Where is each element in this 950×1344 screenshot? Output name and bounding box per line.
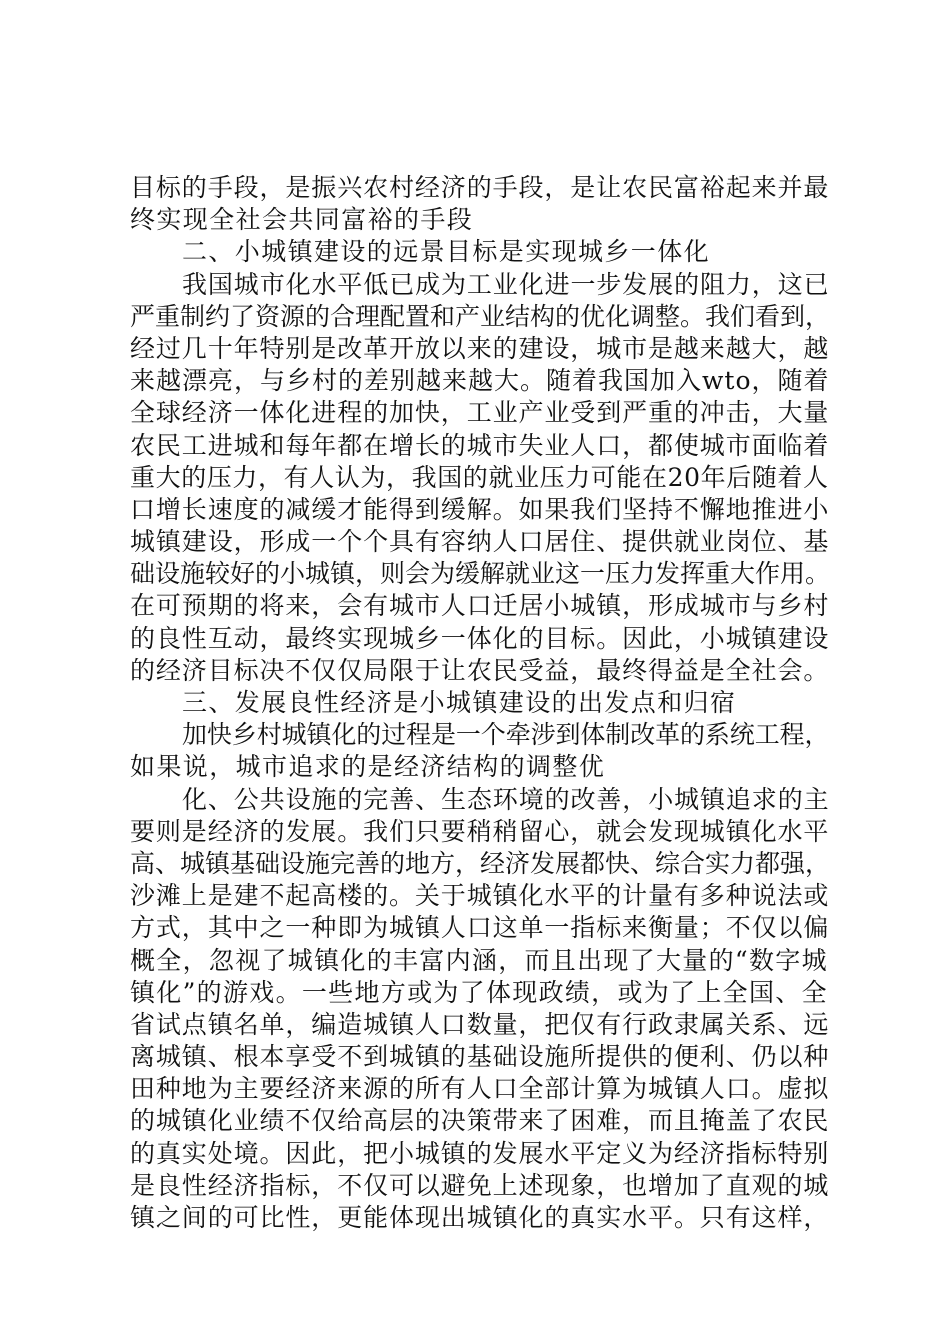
text-line: 目标的手段，是振兴农村经济的手段，是让农民富裕起来并最 xyxy=(130,173,830,202)
text-line: 镇化”的游戏。一些地方或为了体现政绩，或为了上全国、全 xyxy=(130,977,828,1007)
text-line: 经过几十年特别是改革开放以来的建设，城市是越来越大，越 xyxy=(130,333,830,363)
text-line: 础设施较好的小城镇，则会为缓解就业这一压力发挥重大作用。 xyxy=(130,559,831,589)
text-line: 如果说，城市追求的是经济结构的调整优 xyxy=(130,752,606,782)
text-line: 的良性互动，最终实现城乡一体化的目标。因此，小城镇建设 xyxy=(130,623,830,653)
text-line: 口增长速度的减缓才能得到缓解。如果我们坚持不懈地推进小 xyxy=(130,494,830,524)
paragraph-start: 化、公共设施的完善、生态环境的改善，小城镇追求的主 xyxy=(182,784,830,814)
text-line: 概全，忽视了城镇化的丰富内涵，而且出现了大量的“数字城 xyxy=(130,945,828,975)
text-line: 严重制约了资源的合理配置和产业结构的优化调整。我们看到， xyxy=(130,301,831,331)
text-line: 省试点镇名单，编造城镇人口数量，把仅有行政隶属关系、远 xyxy=(130,1009,830,1039)
text-line: 田种地为主要经济来源的所有人口全部计算为城镇人口。虚拟 xyxy=(130,1074,830,1104)
text-line: 的城镇化业绩不仅给高层的决策带来了困难，而且掩盖了农民 xyxy=(130,1106,830,1136)
text-line: 方式，其中之一种即为城镇人口这单一指标来衡量；不仅以偏 xyxy=(130,913,830,943)
text-line: 离城镇、根本享受不到城镇的基础设施所提供的便利、仍以种 xyxy=(130,1042,830,1072)
text-line: 是良性经济指标，不仅可以避免上述现象，也增加了直观的城 xyxy=(130,1170,830,1200)
text-line: 全球经济一体化进程的加快，工业产业受到严重的冲击，大量 xyxy=(130,398,830,428)
text-line: 重大的压力，有人认为，我国的就业压力可能在20年后随着人 xyxy=(130,462,829,492)
text-line: 高、城镇基础设施完善的地方，经济发展都快、综合实力都强， xyxy=(130,848,831,878)
text-line: 要则是经济的发展。我们只要稍稍留心，就会发现城镇化水平 xyxy=(130,816,830,846)
section-heading-3: 三、发展良性经济是小城镇建设的出发点和归宿 xyxy=(182,688,737,717)
paragraph-start: 加快乡村城镇化的过程是一个牵涉到体制改革的系统工程， xyxy=(182,720,830,750)
text-line: 沙滩上是建不起高楼的。关于城镇化水平的计量有多种说法或 xyxy=(130,881,830,911)
text-line: 城镇建设，形成一个个具有容纳人口居住、提供就业岗位、基 xyxy=(130,527,830,557)
text-line: 农民工进城和每年都在增长的城市失业人口，都使城市面临着 xyxy=(130,430,830,460)
document-body xyxy=(130,172,830,1234)
text-line: 镇之间的可比性，更能体现出城镇化的真实水平。只有这样， xyxy=(130,1203,830,1232)
text-line: 的真实处境。因此，把小城镇的发展水平定义为经济指标特别 xyxy=(130,1138,830,1168)
text-line: 来越漂亮，与乡村的差别越来越大。随着我国加入wto，随着 xyxy=(130,366,830,396)
text-line: 的经济目标决不仅仅局限于让农民受益，最终得益是全社会。 xyxy=(130,655,830,685)
section-heading-2: 二、小城镇建设的远景目标是实现城乡一体化 xyxy=(182,237,711,267)
text-line: 终实现全社会共同富裕的手段 xyxy=(130,205,474,235)
text-line: 在可预期的将来，会有城市人口迁居小城镇，形成城市与乡村 xyxy=(130,591,830,621)
paragraph-start: 我国城市化水平低已成为工业化进一步发展的阻力，这已 xyxy=(182,269,830,299)
